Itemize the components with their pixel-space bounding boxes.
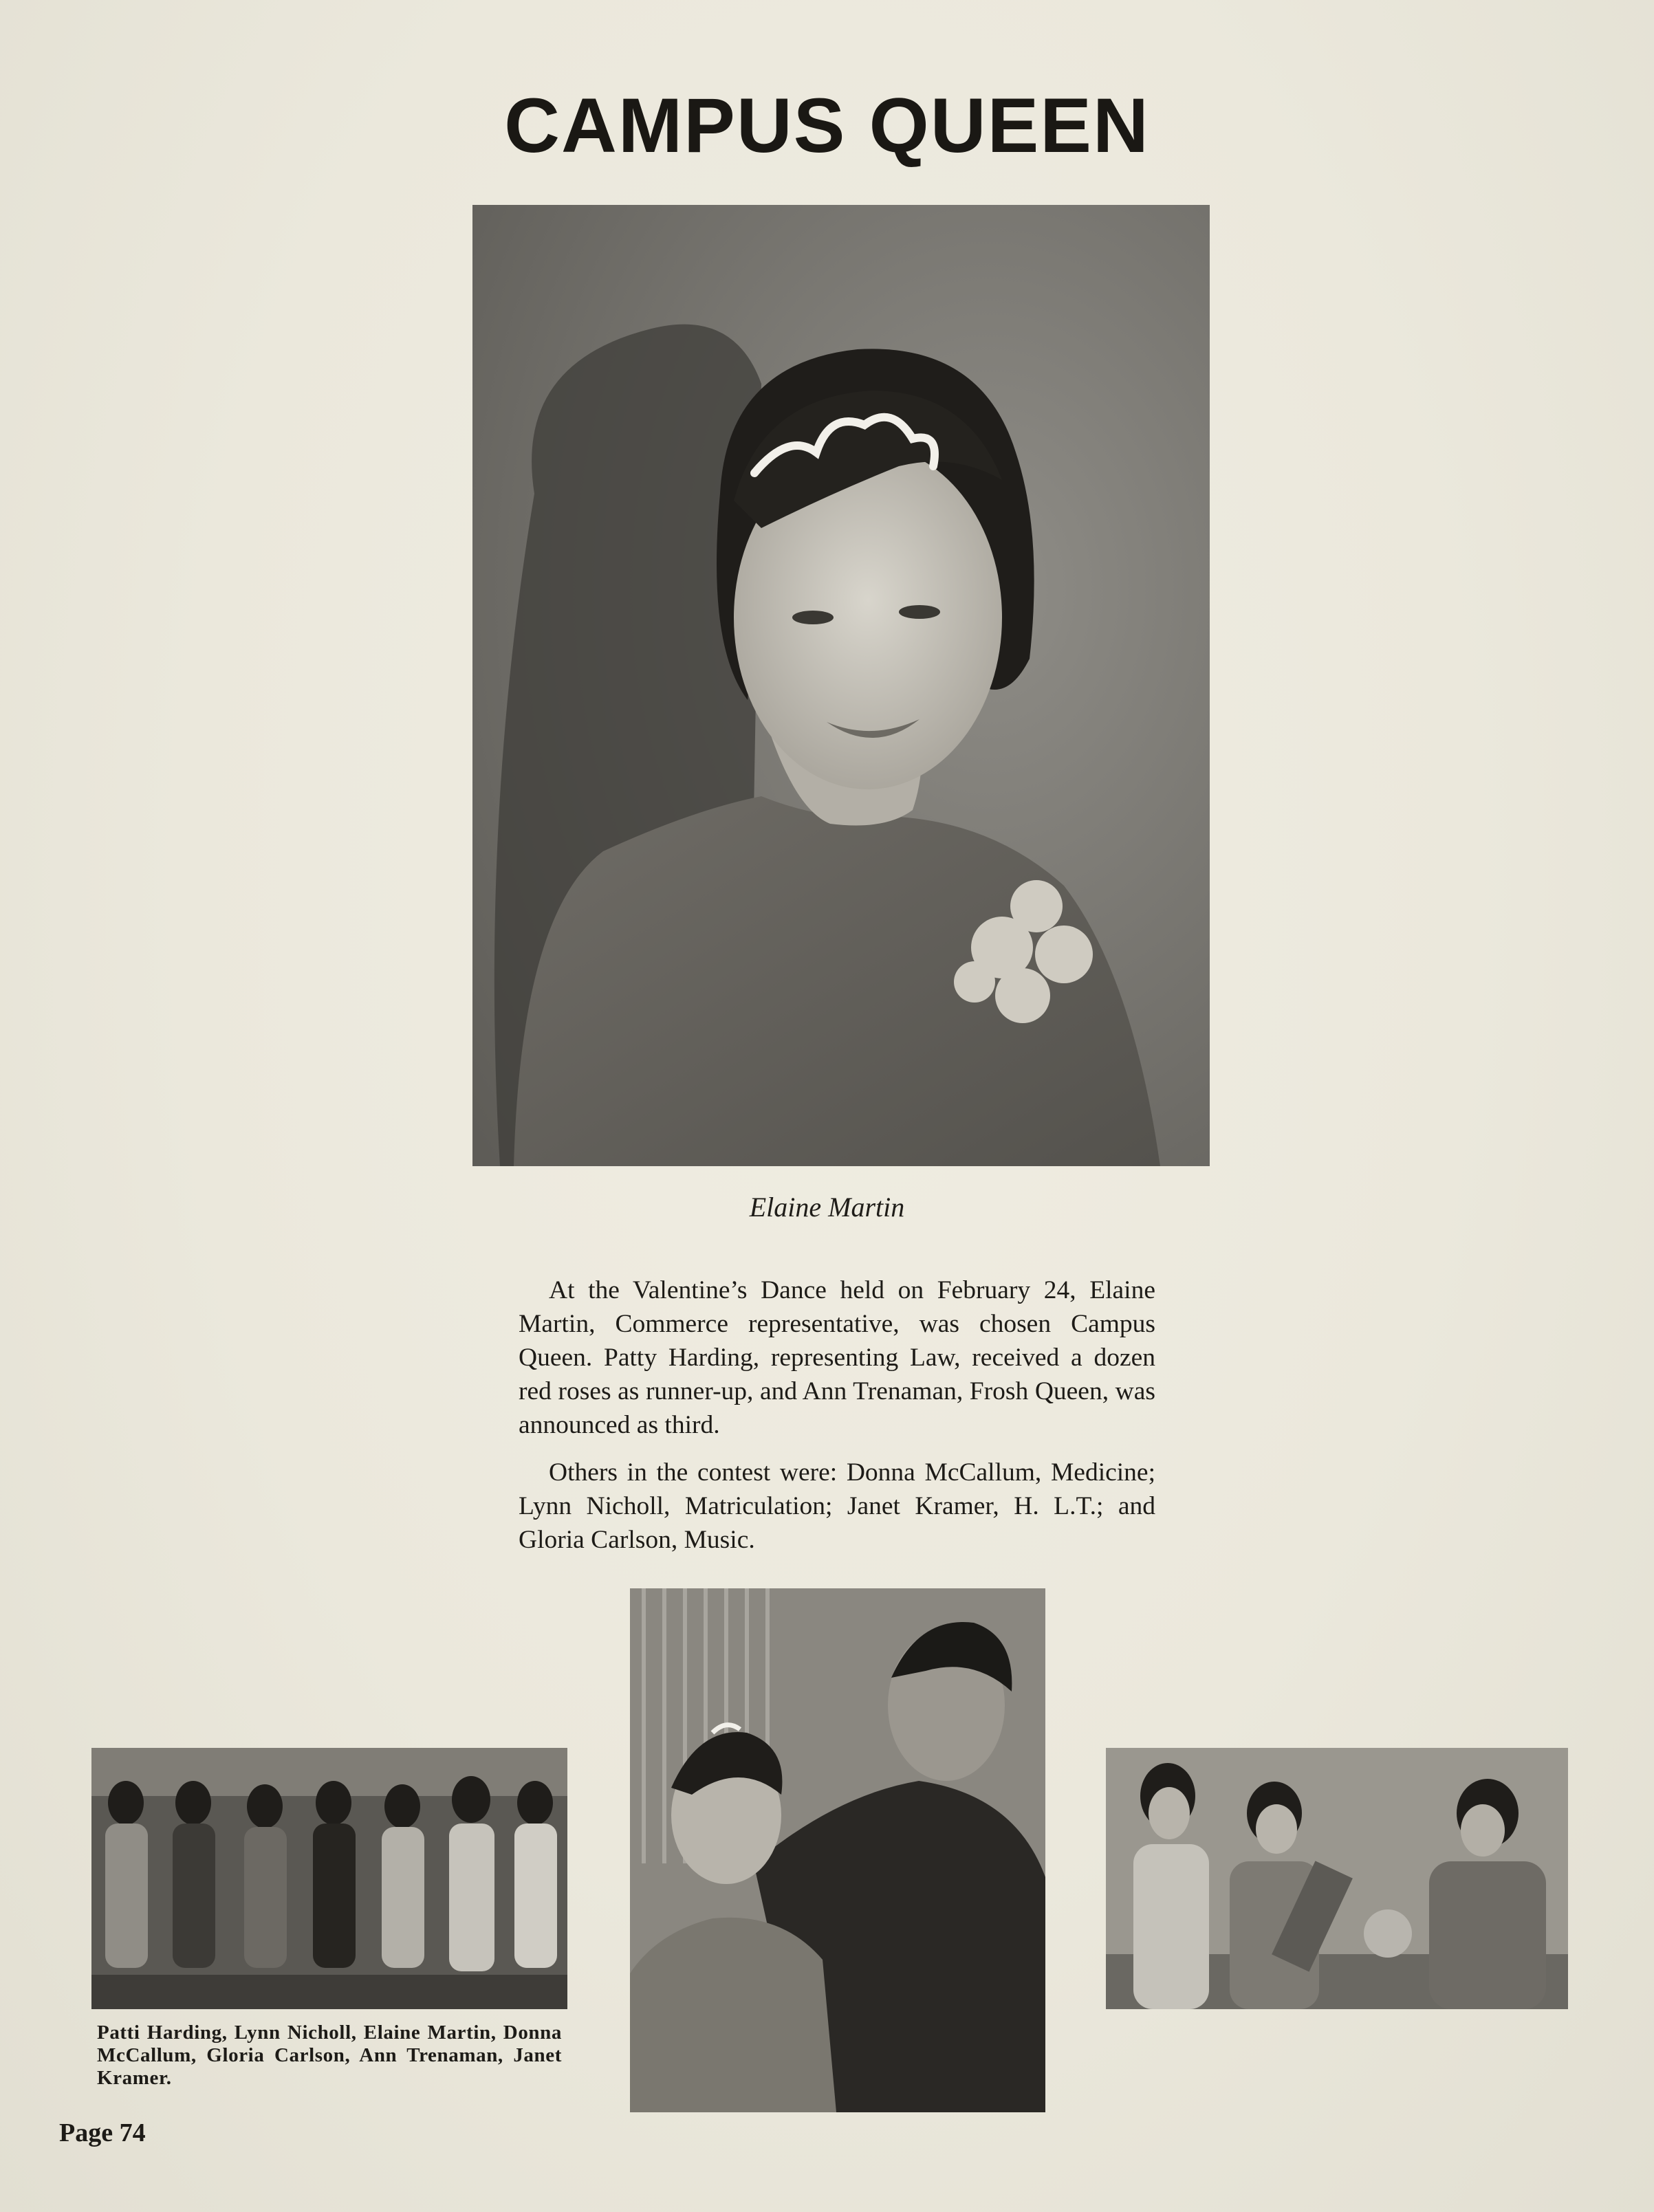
article-paragraph: At the Valentine’s Dance held on February 24, Elaine Martin, Commerce representative, was chosen Campus Queen. Patty Harding, representing Law, received a dozen red roses as runner-up, and Ann Trenaman, Frosh Queen, was announced as third.	[519, 1276, 1155, 1439]
article-paragraph: Others in the contest were: Donna McCallum, Medicine; Lynn Nicholl, Matriculation; Janet Kramer, H. L.T.; and Gloria Carlson, Music.	[519, 1458, 1155, 1554]
article-text	[519, 1273, 1155, 1570]
contestants-group-photo	[91, 1748, 567, 2009]
campus-queen-portrait-photo	[472, 205, 1210, 1166]
crowning-ceremony-photo	[630, 1588, 1045, 2112]
page-title: CAMPUS QUEEN	[504, 83, 1150, 168]
group-photo-caption: Patti Harding, Lynn Nicholl, Elaine Martin, Donna McCallum, Gloria Carlson, Ann Trenaman, Janet Kramer.	[97, 2022, 562, 2089]
winners-trio-photo	[1106, 1748, 1568, 2009]
portrait-caption: Elaine Martin	[749, 1192, 905, 1223]
page-number: Page 74	[59, 2118, 146, 2147]
